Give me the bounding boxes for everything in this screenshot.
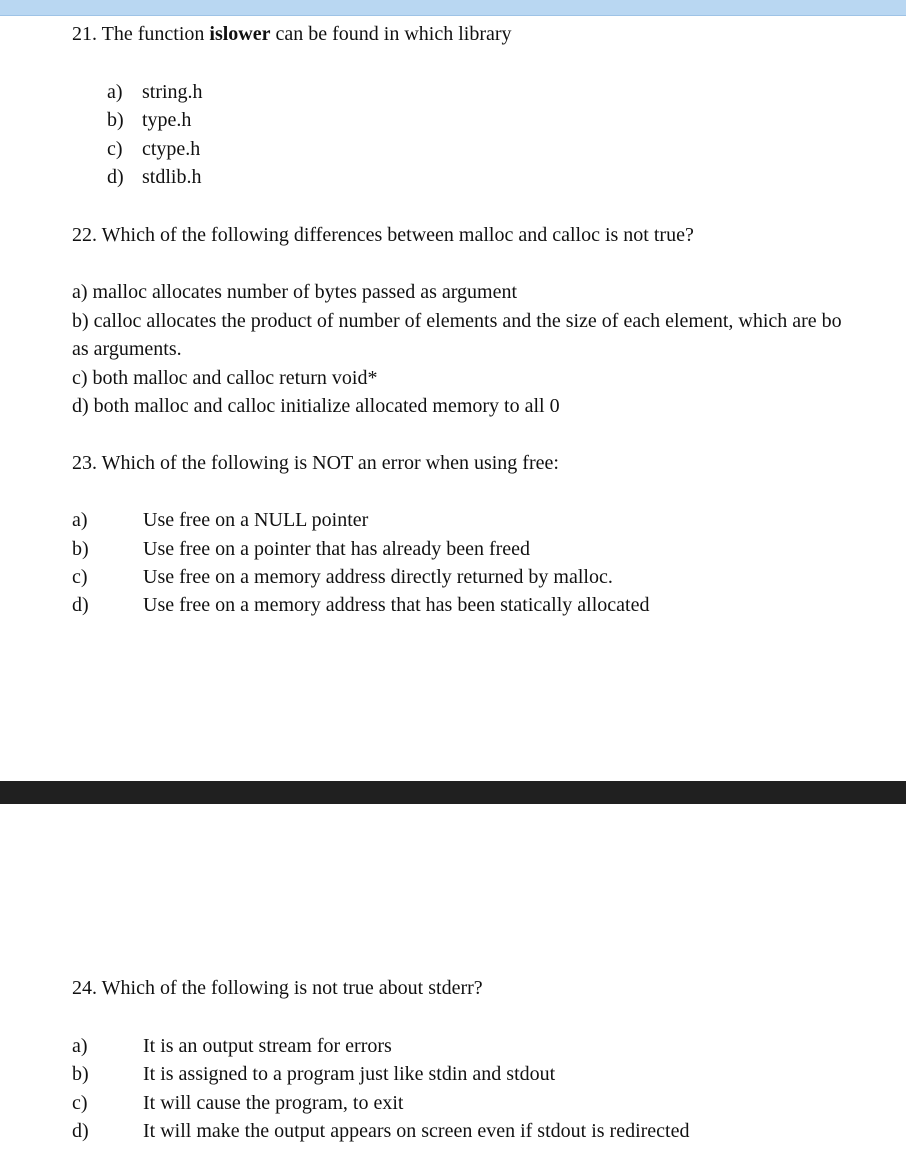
q22-option-b: b) calloc allocates the product of number of elements and the size of each element, which are bo [72,310,842,332]
q21-option-c-text: ctype.h [142,138,201,160]
q21-prefix: 21. The function [72,23,210,45]
q24-option-b-text: It is assigned to a program just like stdin and stdout [143,1063,556,1085]
top-border-strip [0,0,906,16]
q23-option-c-letter: c) [72,566,88,588]
q21-option-d-letter: d) [107,166,124,188]
page-break-bar [0,781,906,804]
q22-option-a: a) malloc allocates number of bytes passed as argument [72,281,518,303]
question-22-title: 22. Which of the following differences between malloc and calloc is not true? [72,224,694,246]
q23-option-a-letter: a) [72,509,88,531]
q21-option-b-text: type.h [142,109,192,131]
q24-option-c-text: It will cause the program, to exit [143,1092,404,1114]
q24-option-a-text: It is an output stream for errors [143,1035,392,1057]
q24-option-c-letter: c) [72,1092,88,1114]
question-24-title: 24. Which of the following is not true about stderr? [72,977,483,999]
q24-option-d-text: It will make the output appears on screen even if stdout is redirected [143,1120,690,1142]
q24-option-d-letter: d) [72,1120,89,1142]
question-21-title [72,22,512,46]
q21-option-a-text: string.h [142,81,203,103]
q21-suffix: can be found in which library [270,23,512,45]
q21-option-d-text: stdlib.h [142,166,202,188]
q21-option-b-letter: b) [107,109,124,131]
question-23-title: 23. Which of the following is NOT an error when using free: [72,452,559,474]
q21-option-c-letter: c) [107,138,123,160]
q23-option-d-text: Use free on a memory address that has been statically allocated [143,594,650,616]
q23-option-b-text: Use free on a pointer that has already been freed [143,538,531,560]
q22-option-c: c) both malloc and calloc return void* [72,367,378,389]
q24-option-a-letter: a) [72,1035,88,1057]
q23-option-a-text: Use free on a NULL pointer [143,509,369,531]
q21-keyword: islower [209,23,271,45]
q23-option-c-text: Use free on a memory address directly returned by malloc. [143,566,613,588]
q23-option-b-letter: b) [72,538,89,560]
q22-option-b-continued: as arguments. [72,338,182,360]
q24-option-b-letter: b) [72,1063,89,1085]
q21-option-a-letter: a) [107,81,123,103]
q22-option-d: d) both malloc and calloc initialize allocated memory to all 0 [72,395,560,417]
q23-option-d-letter: d) [72,594,89,616]
